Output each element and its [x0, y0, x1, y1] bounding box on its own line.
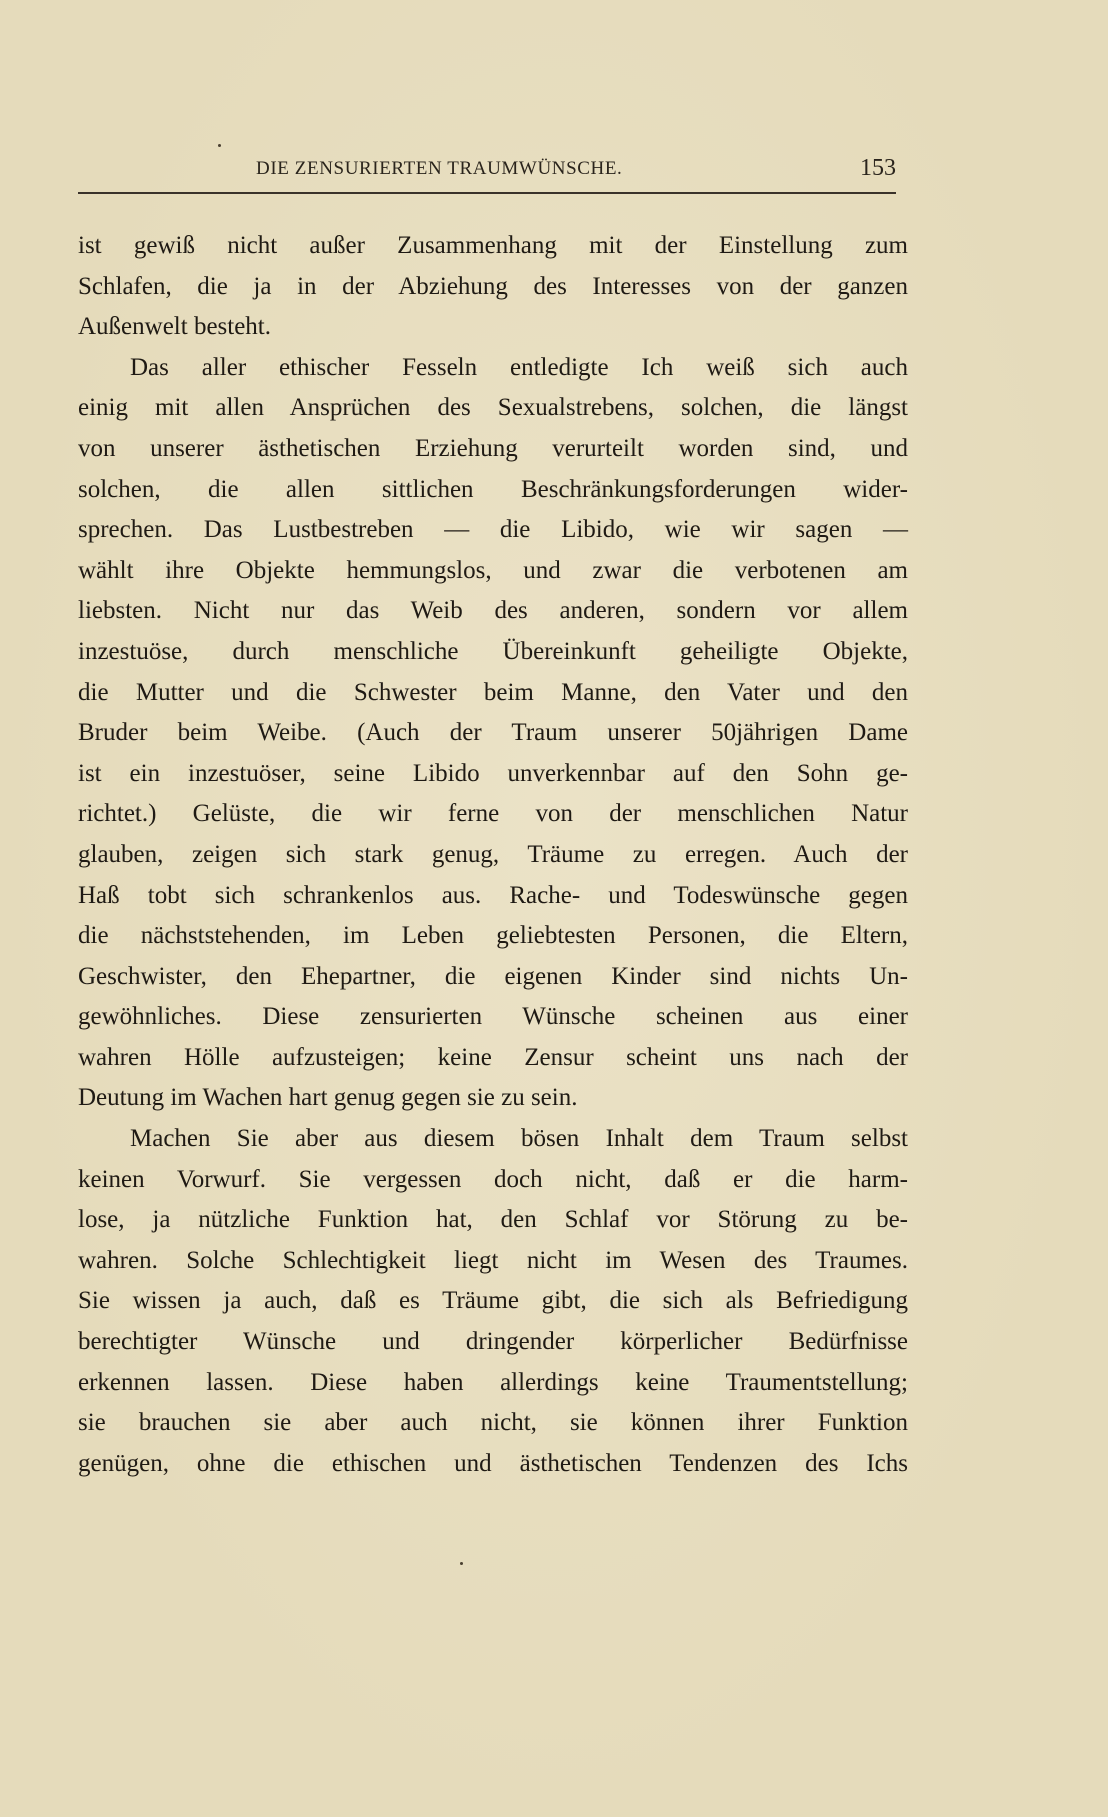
text-line: wählt ihre Objekte hemmungslos, und zwar die verbotenen am	[78, 556, 908, 584]
text-line: Schlafen, die ja in der Abziehung des Interesses von der ganzen	[78, 272, 908, 300]
page-header	[78, 152, 896, 192]
text-line: sprechen. Das Lustbestreben — die Libido, wie wir sagen —	[78, 516, 908, 544]
text-line: ist ein inzestuöser, seine Libido unverkennbar auf den Sohn ge-	[78, 759, 908, 787]
text-line: berechtigter Wünsche und dringender körperlicher Bedürfnisse	[78, 1328, 908, 1356]
text-line: glauben, zeigen sich stark genug, Träume zu erregen. Auch der	[78, 840, 908, 868]
text-line: wahren. Solche Schlechtigkeit liegt nicht im Wesen des Traumes.	[78, 1246, 908, 1274]
paper-speck	[460, 1562, 463, 1565]
header-rule	[78, 192, 896, 194]
text-line: die nächststehenden, im Leben geliebtesten Personen, die Eltern,	[78, 922, 908, 950]
text-line: sie brauchen sie aber auch nicht, sie können ihrer Funktion	[78, 1409, 908, 1437]
text-line: lose, ja nützliche Funktion hat, den Schlaf vor Störung zu be-	[78, 1206, 908, 1234]
text-line: inzestuöse, durch menschliche Übereinkunft geheiligte Objekte,	[78, 637, 908, 665]
text-line: gewöhnliches. Diese zensurierten Wünsche scheinen aus einer	[78, 1003, 908, 1031]
text-line: Haß tobt sich schrankenlos aus. Rache- und Todeswünsche gegen	[78, 881, 908, 909]
text-line: ist gewiß nicht außer Zusammenhang mit der Einstellung zum	[78, 232, 908, 259]
paragraph-start-line: Machen Sie aber aus diesem bösen Inhalt dem Traum selbst	[130, 1125, 908, 1153]
text-line: einig mit allen Ansprüchen des Sexualstrebens, solchen, die längst	[78, 394, 908, 422]
text-line: Außenwelt besteht.	[78, 313, 272, 341]
text-line: von unserer ästhetischen Erziehung verurteilt worden sind, und	[78, 434, 908, 462]
paper-speck	[218, 144, 221, 147]
text-line: genügen, ohne die ethischen und ästhetischen Tendenzen des Ichs	[78, 1449, 908, 1477]
body-text	[78, 226, 908, 1484]
text-line: die Mutter und die Schwester beim Manne, den Vater und den	[78, 678, 908, 706]
text-line: Geschwister, den Ehepartner, die eigenen Kinder sind nichts Un-	[78, 962, 908, 990]
text-line: keinen Vorwurf. Sie vergessen doch nicht, daß er die harm-	[78, 1165, 908, 1193]
text-line: Sie wissen ja auch, daß es Träume gibt, die sich als Befriedigung	[78, 1287, 908, 1315]
text-line: solchen, die allen sittlichen Beschränkungsforderungen wider-	[78, 475, 908, 503]
text-line: wahren Hölle aufzusteigen; keine Zensur scheint uns nach der	[78, 1043, 908, 1071]
text-line: richtet.) Gelüste, die wir ferne von der menschlichen Natur	[78, 800, 908, 828]
text-line: liebsten. Nicht nur das Weib des anderen, sondern vor allem	[78, 597, 908, 625]
paragraph-start-line: Das aller ethischer Fesseln entledigte Ich weiß sich auch	[130, 353, 908, 381]
running-head: DIE ZENSURIERTEN TRAUMWÜNSCHE.	[256, 158, 623, 179]
text-line: Deutung im Wachen hart genug gegen sie zu sein.	[78, 1084, 578, 1112]
text-line: Bruder beim Weibe. (Auch der Traum unserer 50jährigen Dame	[78, 719, 908, 747]
text-line: erkennen lassen. Diese haben allerdings keine Traumentstellung;	[78, 1368, 908, 1396]
page-number: 153	[860, 155, 896, 181]
